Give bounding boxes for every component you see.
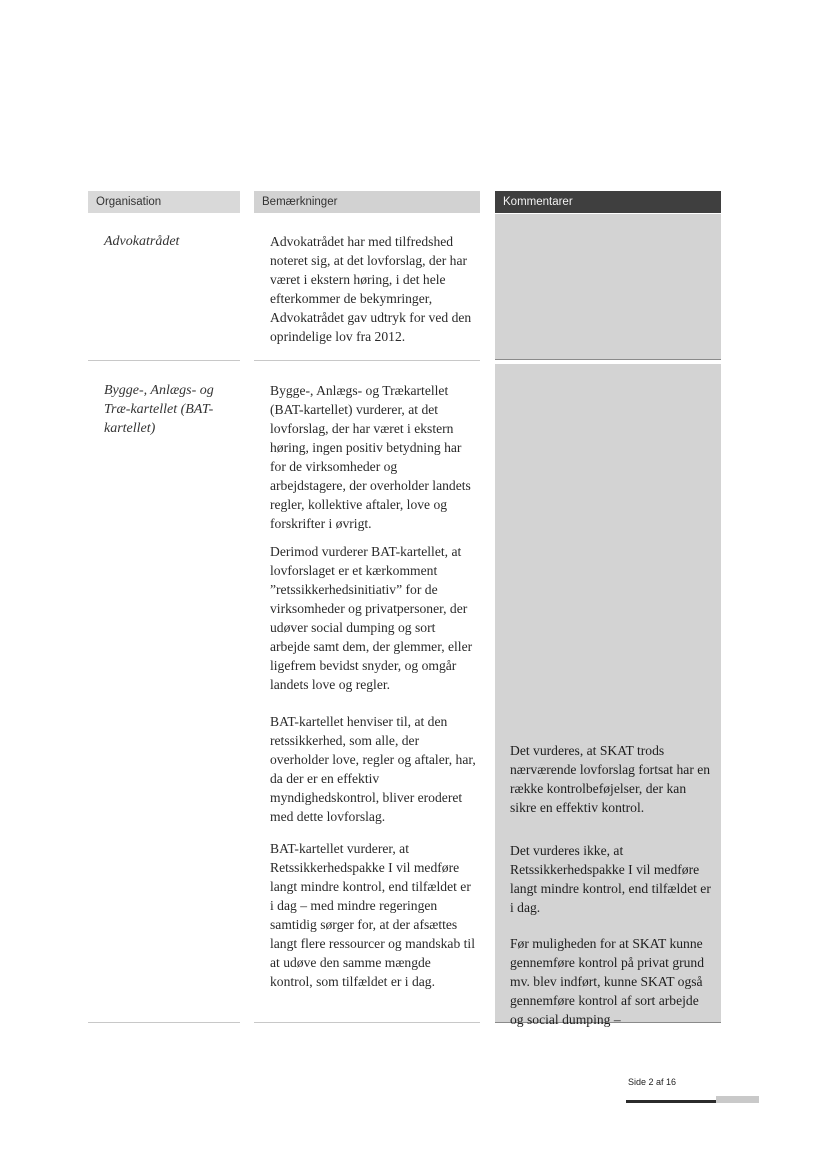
organisation-name: Bygge-, Anlægs- og Træ-kartellet (BAT-kartellet) bbox=[104, 383, 214, 436]
header-organisation: Organisation bbox=[88, 191, 240, 213]
remark-paragraph: Advokatrådet har med tilfredshed noteret sig, at det lovforslag, der har været i ekstern høring, i det hele efterkommer de bekymringer, Advokatrådet gav udtryk for ved den oprindelige lov fra 2012. bbox=[270, 234, 472, 344]
remark-paragraph: BAT-kartellet vurderer, at Retssikkerhedspakke I vil medføre langt mindre kontrol, end tilfældet er i dag – med mindre regeringen samtidig sørger for, at der afsættes langt flere ressourcer og mandskab til at udøve den samme mængde kontrol, som tilfældet er i dag. bbox=[270, 841, 475, 989]
comment-paragraph: Før muligheden for at SKAT kunne gennemføre kontrol på privat grund mv. blev indført, kunne SKAT også gennemføre kontrol af sort arbejde og social dumping – bbox=[510, 936, 705, 1027]
footer-progress-bar-light bbox=[716, 1096, 759, 1103]
comment-paragraph: Det vurderes, at SKAT trods nærværende lovforslag fortsat har en række kontrolbeføjelser, der kan sikre en effektiv kontrol. bbox=[510, 743, 711, 815]
row-divider bbox=[88, 1022, 240, 1023]
row-divider bbox=[88, 360, 240, 361]
row-divider bbox=[495, 359, 721, 360]
organisation-name: Advokatrådet bbox=[104, 234, 180, 249]
comments-cell-row-1 bbox=[495, 214, 721, 359]
page-number: Side 2 af 16 bbox=[628, 1077, 677, 1087]
footer-progress-bar-dark bbox=[626, 1100, 716, 1103]
header-remarks: Bemærkninger bbox=[254, 191, 480, 213]
remark-paragraph: Derimod vurderer BAT-kartellet, at lovforslaget er et kærkomment ”retssikkerhedsinitiativ” for de virksomheder og privatpersoner, der udøver social dumping og sort arbejde samt dem, der glemmer, eller ligefrem bevidst snyder, og omgår landets love og regler. bbox=[270, 544, 473, 692]
remark-paragraph: BAT-kartellet henviser til, at den retssikkerhed, som alle, der overholder love, regler og aftaler, har, da der er en effektiv myndighedskontrol, bliver eroderet med dette lovforslag. bbox=[270, 714, 476, 824]
header-comments: Kommentarer bbox=[495, 191, 721, 213]
remark-paragraph: Bygge-, Anlægs- og Trækartellet (BAT-kartellet) vurderer, at det lovforslag, der har været i ekstern høring, ingen positiv betydning har for de virksomheder og arbejdstagere, der overholder landets regler, kollektive aftaler, love og forskrifter i øvrigt. bbox=[270, 383, 471, 531]
row-divider bbox=[254, 360, 480, 361]
comments-cell-row-2 bbox=[495, 364, 721, 1022]
row-divider bbox=[254, 1022, 480, 1023]
comment-paragraph: Det vurderes ikke, at Retssikkerhedspakke I vil medføre langt mindre kontrol, end tilfældet er i dag. bbox=[510, 843, 711, 915]
